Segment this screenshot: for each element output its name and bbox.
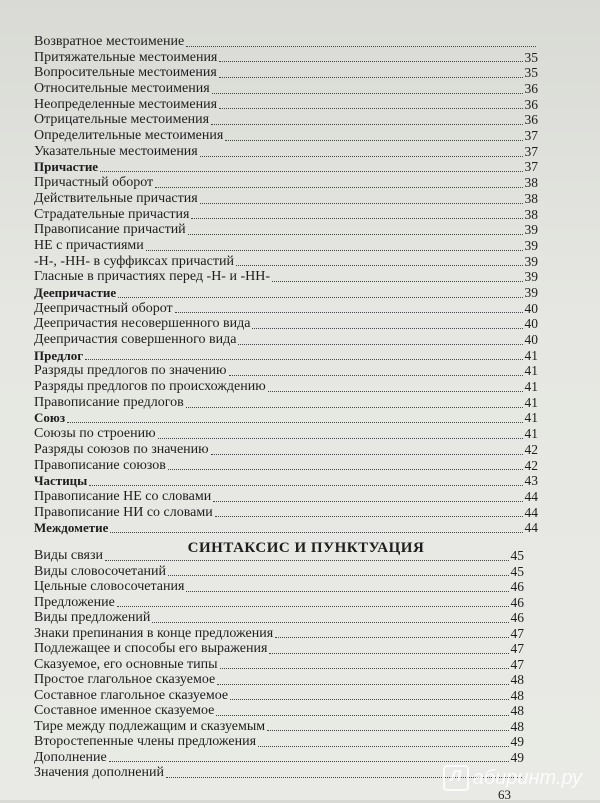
toc-entry-label: Сказуемое, его основные типы — [34, 656, 218, 672]
toc-entry-page: 45 — [510, 563, 524, 579]
toc-entry-page: 43 — [524, 473, 538, 489]
toc-entry — [34, 81, 538, 97]
dot-leader — [168, 574, 508, 576]
toc-entry-label: Правописание причастий — [34, 222, 186, 238]
dot-leader — [146, 249, 523, 251]
toc-entry-page: 46 — [510, 610, 524, 625]
toc-entry-label: Цельные словосочетания — [34, 579, 185, 594]
toc-entry-label: Деепричастия совершенного вида — [34, 332, 237, 348]
dot-leader — [258, 745, 508, 747]
toc-entry-label: Деепричастие — [34, 284, 117, 300]
toc-entry — [34, 411, 538, 427]
dot-leader — [216, 714, 508, 716]
toc-entry-label: Простое глагольное сказуемое — [34, 672, 216, 687]
toc-entry-label: Составное глагольное сказуемое — [34, 687, 229, 703]
toc-entry — [34, 332, 538, 348]
toc-entry-page: 46 — [510, 579, 524, 594]
toc-entry-page: 38 — [524, 175, 538, 191]
toc-entry-page: 44 — [524, 488, 538, 504]
toc-entry-page: 35 — [524, 65, 538, 81]
labirint-logo-icon: Л — [443, 765, 469, 791]
toc-entry-label: НЕ с причастиями — [34, 237, 144, 253]
toc-entry — [34, 719, 524, 735]
toc-entry-label: Неопределенные местоимения — [34, 96, 218, 112]
toc-entry-page: 49 — [510, 749, 524, 765]
toc-entry-label: Предлог — [34, 347, 84, 363]
toc-entry-page: 42 — [524, 457, 538, 473]
toc-entry — [34, 379, 538, 395]
dot-leader — [267, 729, 508, 731]
table-of-contents — [34, 34, 538, 560]
toc-entry-label: Правописание НЕ со словами — [34, 488, 212, 504]
toc-entry-label: Указательные местоимения — [34, 143, 198, 159]
toc-entry-page: 45 — [510, 548, 524, 563]
toc-entry-page: 48 — [510, 703, 524, 718]
dot-leader — [105, 559, 509, 561]
toc-entry-page: 41 — [524, 347, 538, 363]
dot-leader — [191, 217, 522, 219]
toc-entry-page: 39 — [524, 222, 538, 238]
toc-entry-page: 39 — [524, 284, 538, 300]
toc-entry-page: 36 — [524, 96, 538, 112]
toc-entry — [34, 473, 538, 489]
table-of-contents-syntax — [34, 548, 524, 781]
toc-entry-label: Разряды союзов по значению — [34, 441, 209, 457]
toc-entry — [34, 316, 538, 332]
toc-entry — [34, 112, 538, 128]
dot-leader — [110, 531, 522, 533]
toc-entry-page: 38 — [524, 190, 538, 206]
toc-entry-page: 41 — [524, 363, 538, 379]
dot-leader — [100, 170, 522, 172]
toc-entry-page: 47 — [510, 625, 524, 641]
toc-entry-label: Тире между подлежащим и сказуемым — [34, 718, 266, 734]
toc-entry-label: Знаки препинания в конце предложения — [34, 625, 274, 641]
toc-entry-label: Разряды предлогов по происхождению — [34, 379, 266, 395]
dot-leader — [67, 421, 522, 423]
dot-leader — [252, 327, 522, 329]
toc-entry-label: Вопросительные местоимения — [34, 65, 217, 81]
toc-entry-label: Составное именное сказуемое — [34, 703, 215, 718]
toc-entry-page: 40 — [524, 332, 538, 348]
toc-entry-label: Возвратное местоимение — [34, 33, 185, 49]
toc-entry-page: 39 — [524, 253, 538, 269]
toc-entry — [34, 548, 524, 564]
toc-entry-label: Союзы по строению — [34, 426, 156, 442]
toc-entry — [34, 641, 524, 657]
dot-leader — [213, 500, 522, 502]
toc-entry-page: 41 — [524, 379, 538, 395]
toc-entry — [34, 505, 538, 521]
dot-leader — [109, 760, 509, 762]
toc-entry-page: 47 — [510, 656, 524, 672]
toc-entry — [34, 191, 538, 207]
toc-entry-label: Страдательные причастия — [34, 206, 190, 222]
watermark-text: абиринт.ру — [472, 766, 582, 789]
toc-entry — [34, 672, 524, 688]
toc-entry — [34, 703, 524, 719]
toc-entry — [34, 222, 538, 238]
toc-entry — [34, 97, 538, 113]
toc-entry-page: 37 — [524, 159, 538, 175]
toc-entry-page: 37 — [524, 128, 538, 144]
toc-entry-page: 46 — [510, 594, 524, 610]
dot-leader — [219, 60, 522, 62]
dot-leader — [152, 621, 508, 623]
toc-entry — [34, 50, 538, 66]
dot-leader — [188, 233, 523, 235]
toc-entry-page: 48 — [510, 672, 524, 687]
dot-leader — [168, 468, 523, 470]
toc-entry-page: 49 — [510, 734, 524, 749]
dot-leader — [89, 484, 522, 486]
toc-entry — [34, 254, 538, 270]
dot-leader — [186, 590, 508, 592]
toc-entry-label: Действительные причастия — [34, 190, 198, 206]
toc-entry-label: Правописание союзов — [34, 457, 166, 473]
dot-leader — [229, 374, 523, 376]
dot-leader — [155, 186, 522, 188]
toc-entry — [34, 65, 538, 81]
toc-entry-label: Разряды предлогов по значению — [34, 363, 227, 379]
toc-entry-label: Значения дополнений — [34, 765, 164, 780]
toc-entry-label: Виды связи — [34, 548, 103, 563]
dot-leader — [268, 390, 523, 392]
toc-entry-label: Гласные в причастиях перед -Н- и -НН- — [34, 269, 271, 285]
dot-leader — [211, 123, 522, 125]
toc-entry — [34, 657, 524, 673]
dot-leader — [117, 605, 509, 607]
toc-entry-label: Деепричастный оборот — [34, 300, 173, 316]
toc-entry — [34, 160, 538, 176]
toc-entry — [34, 426, 538, 442]
dot-leader — [215, 515, 523, 517]
toc-entry-page: 41 — [524, 410, 538, 426]
toc-entry-label: Союз — [34, 410, 66, 426]
toc-entry-label: Притяжательные местоимения — [34, 49, 218, 65]
toc-entry-page: 48 — [510, 718, 524, 734]
section-title: СИНТАКСИС И ПУНКТУАЦИЯ — [187, 540, 425, 556]
dot-leader — [269, 652, 508, 654]
toc-entry — [34, 301, 538, 317]
toc-entry-label: Дополнение — [34, 749, 107, 765]
toc-entry — [34, 520, 538, 536]
toc-entry-page: 40 — [524, 300, 538, 316]
toc-entry-label: Причастие — [34, 159, 99, 175]
toc-entry-label: Определительные местоимения — [34, 128, 224, 144]
toc-entry-label: Виды словосочетаний — [34, 563, 167, 579]
page-number: 63 — [498, 787, 511, 802]
toc-entry-page: 47 — [510, 641, 524, 656]
toc-entry-label: Отрицательные местоимения — [34, 112, 210, 128]
toc-entry-label: Деепричастия несовершенного вида — [34, 316, 251, 332]
toc-entry — [34, 285, 538, 301]
dot-leader — [238, 343, 522, 345]
toc-entry-page: 39 — [524, 269, 538, 285]
toc-entry-label: Правописание НИ со словами — [34, 504, 213, 520]
dot-leader — [225, 139, 522, 141]
toc-entry — [34, 175, 538, 191]
toc-entry-label: Правописание предлогов — [34, 394, 184, 410]
toc-entry-page: 39 — [524, 237, 538, 253]
toc-entry — [34, 734, 524, 750]
toc-entry-page: 38 — [524, 206, 538, 222]
toc-entry-label: Виды предложений — [34, 610, 151, 625]
toc-entry-page: 40 — [524, 316, 538, 332]
dot-leader — [236, 264, 523, 266]
dot-leader — [212, 92, 523, 94]
toc-entry — [34, 458, 538, 474]
dot-leader — [219, 107, 522, 109]
toc-entry-page: 44 — [524, 520, 538, 536]
toc-entry — [34, 626, 524, 642]
toc-entry — [34, 489, 538, 505]
toc-entry — [34, 442, 538, 458]
toc-entry — [34, 34, 538, 50]
toc-entry — [34, 348, 538, 364]
dot-leader — [200, 155, 523, 157]
dot-leader — [85, 358, 522, 360]
toc-entry — [34, 207, 538, 223]
toc-entry-label: Относительные местоимения — [34, 81, 210, 97]
dot-leader — [230, 698, 508, 700]
dot-leader — [219, 76, 523, 78]
toc-entry — [34, 128, 538, 144]
toc-entry — [34, 269, 538, 285]
toc-entry-label: Причастный оборот — [34, 175, 154, 191]
toc-entry-label: Второстепенные члены предложения — [34, 734, 257, 749]
dot-leader — [186, 45, 536, 47]
dot-leader — [275, 636, 508, 638]
toc-entry — [34, 238, 538, 254]
watermark-logo — [443, 765, 582, 791]
toc-entry-page: 44 — [524, 504, 538, 520]
toc-entry-page: 48 — [510, 687, 524, 703]
dot-leader — [158, 437, 523, 439]
toc-entry — [34, 564, 524, 580]
toc-entry — [34, 363, 538, 379]
toc-entry-label: Предложение — [34, 594, 115, 610]
toc-entry — [34, 395, 538, 411]
toc-entry-label: Частицы — [34, 473, 88, 489]
dot-leader — [211, 453, 523, 455]
toc-entry — [34, 750, 524, 766]
dot-leader — [217, 683, 508, 685]
dot-leader — [200, 202, 523, 204]
toc-entry-page: 42 — [524, 441, 538, 457]
toc-entry — [34, 610, 524, 626]
dot-leader — [118, 296, 522, 298]
toc-entry-page: 41 — [524, 394, 538, 410]
dot-leader — [186, 406, 523, 408]
toc-entry-page: 41 — [524, 426, 538, 442]
toc-entry — [34, 579, 524, 595]
dot-leader — [272, 280, 522, 282]
toc-entry-page: 37 — [524, 143, 538, 159]
toc-entry-label: Подлежащее и способы его выражения — [34, 641, 268, 656]
toc-entry-page: 36 — [524, 81, 538, 97]
toc-entry-page: 36 — [524, 112, 538, 128]
toc-entry-label: Междометие — [34, 520, 109, 536]
dot-leader — [220, 667, 509, 669]
toc-entry — [34, 688, 524, 704]
toc-entry-page: 35 — [524, 49, 538, 65]
toc-entry-label: -Н-, -НН- в суффиксах причастий — [34, 253, 234, 269]
toc-entry — [34, 144, 538, 160]
dot-leader — [175, 311, 523, 313]
toc-entry — [34, 595, 524, 611]
